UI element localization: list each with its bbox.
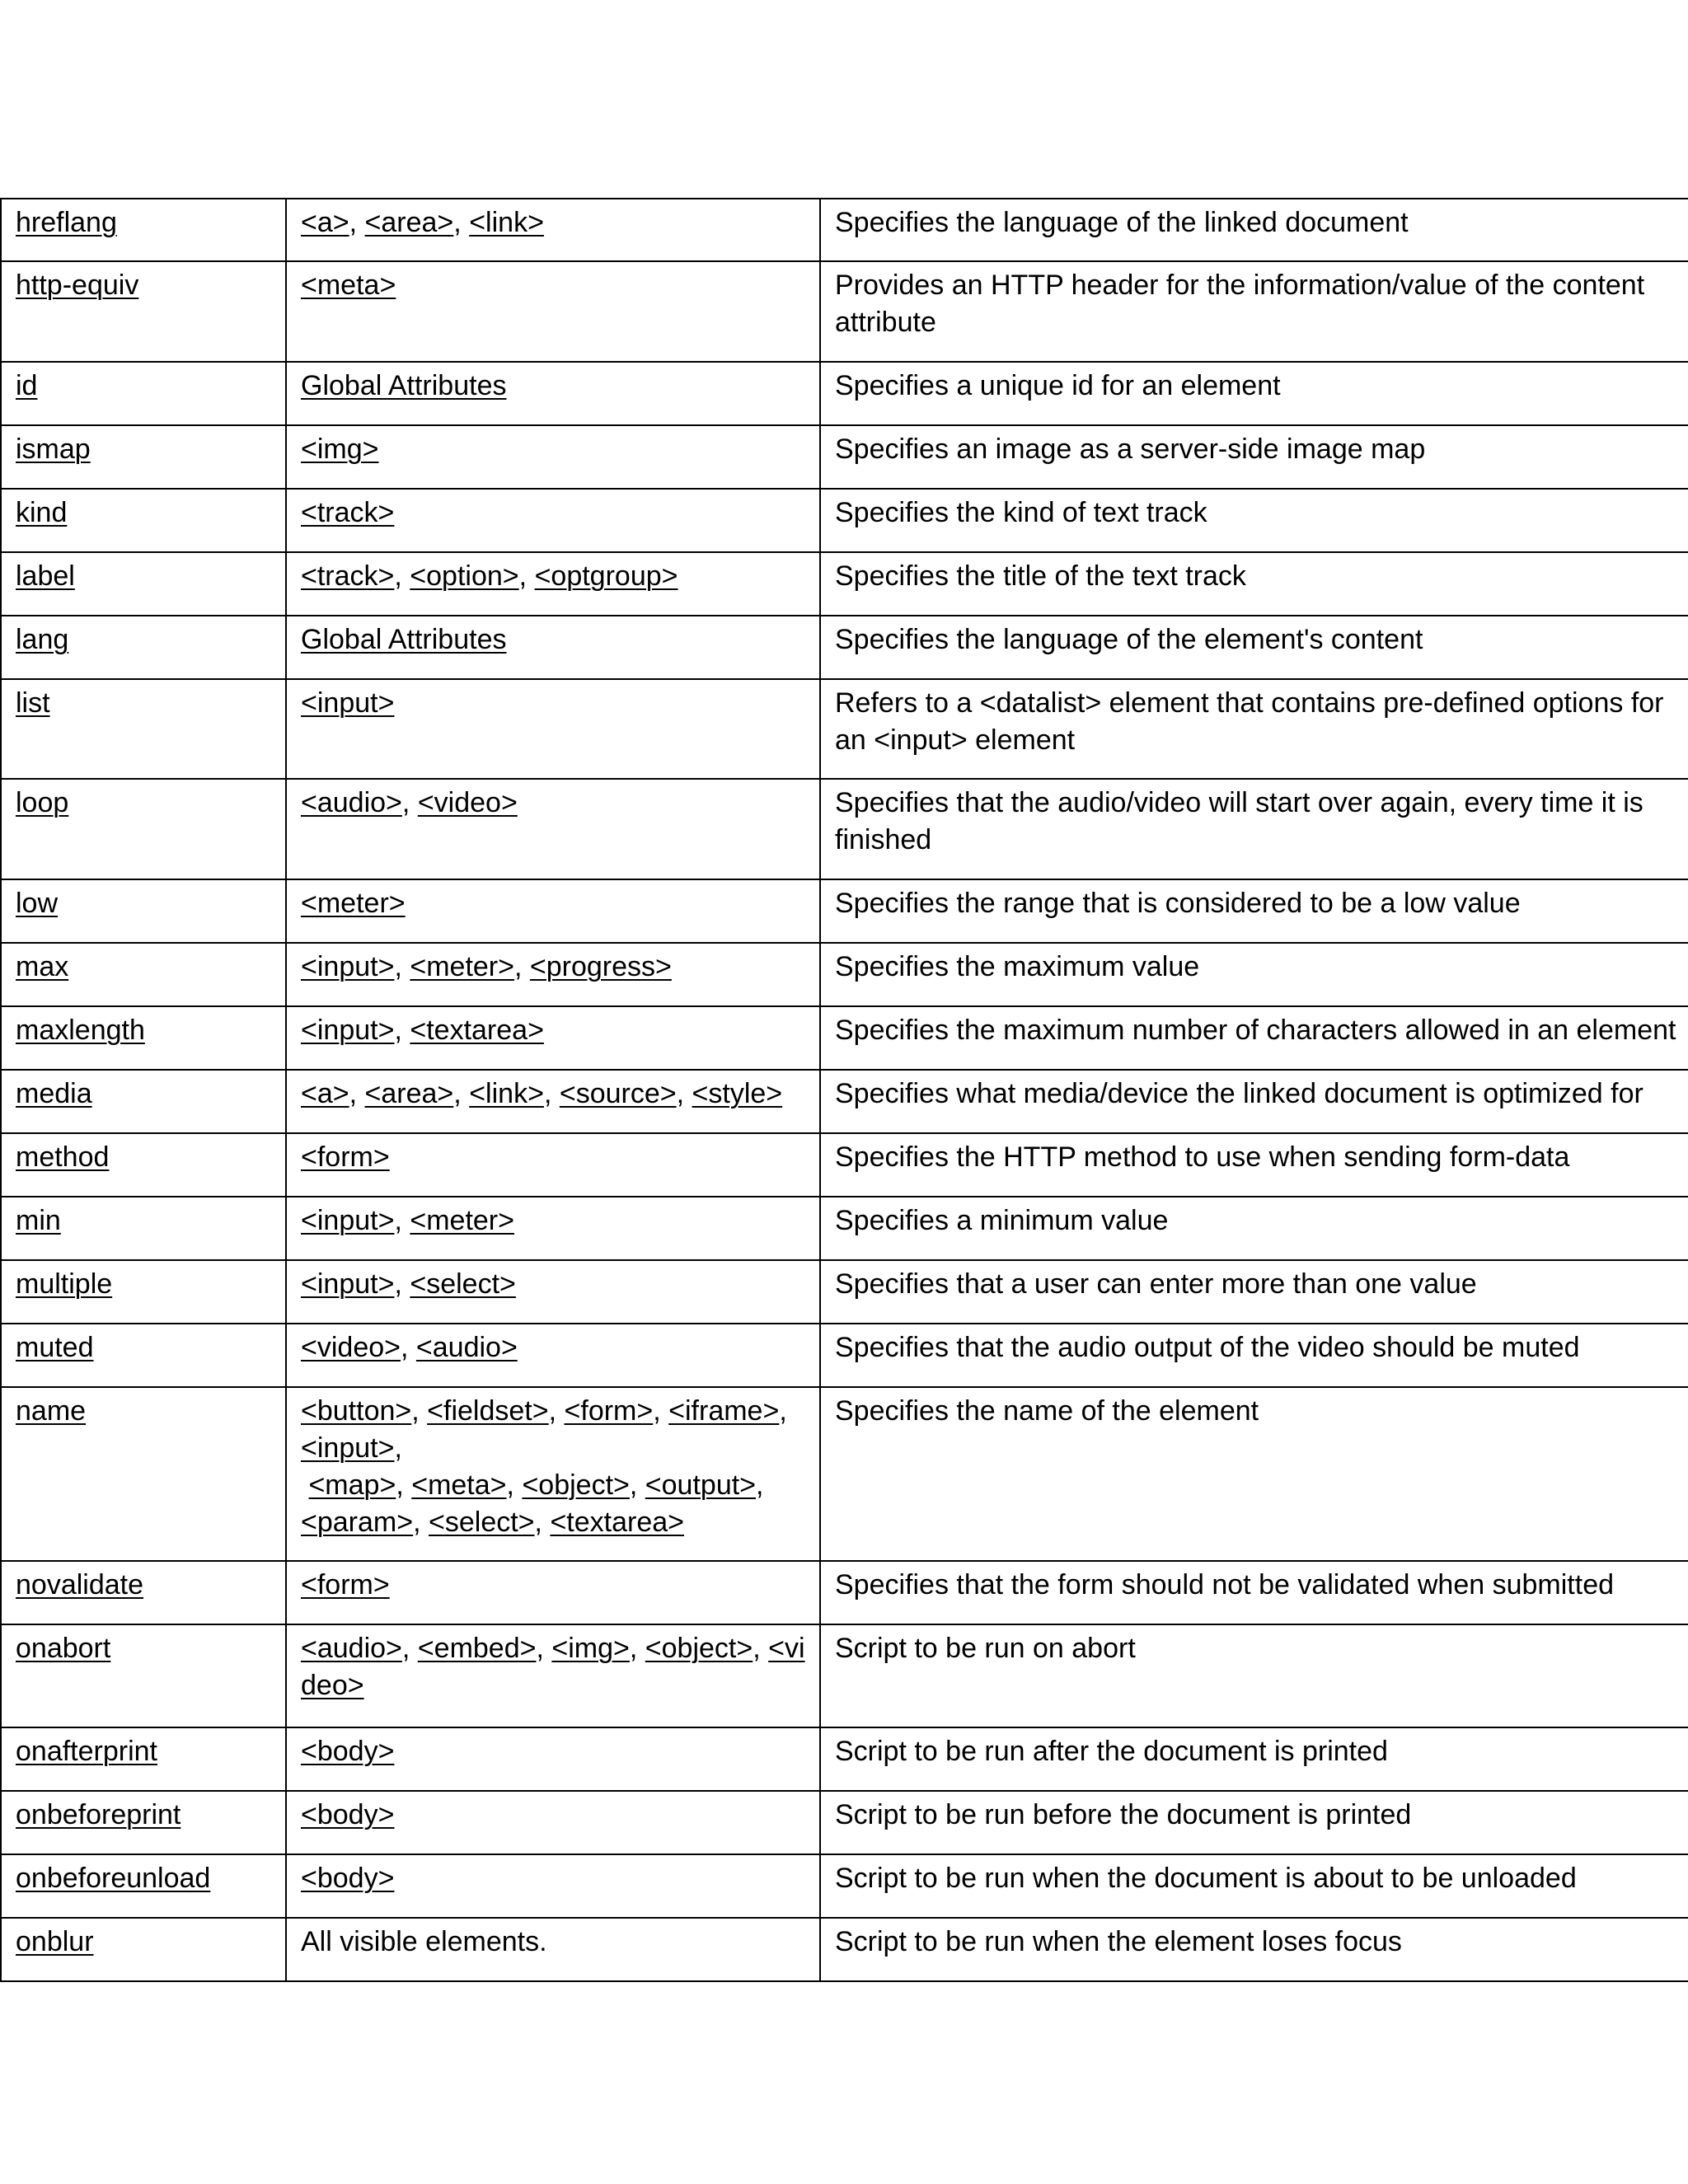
element-link[interactable]: <textarea>: [550, 1507, 684, 1538]
element-text: ,: [453, 1078, 470, 1109]
element-link[interactable]: <input>: [301, 687, 395, 719]
element-text: ,: [396, 1469, 412, 1501]
table-row: [1, 779, 1688, 879]
element-link[interactable]: <area>: [364, 207, 454, 238]
element-link[interactable]: <link>: [469, 1078, 544, 1109]
element-text: ,: [394, 560, 410, 592]
description-cell: [820, 616, 1688, 679]
attribute-link[interactable]: novalidate: [16, 1569, 144, 1601]
table-row: [1, 879, 1688, 943]
elements-line: [301, 1329, 813, 1366]
attribute-link[interactable]: low: [16, 888, 59, 919]
elements-cell: [286, 261, 820, 362]
elements-line: [301, 368, 813, 405]
element-text: ,: [753, 1633, 769, 1664]
table-row: [1, 1133, 1688, 1197]
element-link[interactable]: <input>: [301, 1205, 395, 1236]
description-text: Specifies the range that is considered to be a low value: [835, 888, 1521, 919]
element-link[interactable]: <textarea>: [410, 1015, 544, 1046]
description-cell: [820, 879, 1688, 943]
element-link[interactable]: <iframe>: [668, 1395, 780, 1427]
elements-line: [301, 1797, 813, 1834]
description-cell: [820, 1006, 1688, 1070]
attribute-cell: [1, 616, 286, 679]
elements-line: [301, 1860, 813, 1897]
attribute-cell: [1, 1006, 286, 1070]
description-cell: [820, 1854, 1688, 1918]
element-text: All visible elements.: [301, 1926, 547, 1957]
table-body: [1, 199, 1688, 1981]
attribute-link[interactable]: id: [16, 370, 38, 401]
table-row: [1, 1324, 1688, 1387]
attribute-link[interactable]: onblur: [16, 1926, 94, 1957]
description-cell: [820, 1070, 1688, 1133]
element-link[interactable]: <meter>: [410, 1205, 514, 1236]
description-text: Specifies what media/device the linked document is optimized for: [835, 1078, 1643, 1109]
attribute-cell: [1, 1727, 286, 1791]
element-text: ,: [349, 1078, 365, 1109]
element-text: ,: [413, 1507, 429, 1538]
table-row: [1, 1918, 1688, 1981]
elements-line: [301, 949, 813, 986]
attribute-link[interactable]: name: [16, 1395, 87, 1427]
element-text: ,: [401, 787, 418, 818]
elements-line: [301, 1733, 813, 1770]
description-text: Specifies the language of the element's content: [835, 624, 1423, 655]
element-link[interactable]: <video>: [301, 1332, 401, 1363]
attribute-cell: [1, 1197, 286, 1260]
elements-line: [301, 1630, 813, 1667]
element-link[interactable]: <param>: [301, 1507, 414, 1538]
description-text: Specifies a unique id for an element: [835, 370, 1281, 401]
elements-line: [301, 431, 813, 468]
element-link[interactable]: <video>: [417, 787, 518, 818]
attribute-link[interactable]: onbeforeprint: [16, 1799, 181, 1830]
table-row: [1, 425, 1688, 489]
element-link[interactable]: <track>: [301, 497, 395, 528]
element-link[interactable]: Global Attributes: [301, 370, 507, 401]
elements-cell: [286, 1727, 820, 1791]
elements-line: [301, 204, 813, 241]
elements-line: [301, 1076, 813, 1113]
description-text: Script to be run after the document is printed: [835, 1736, 1388, 1767]
description-cell: [820, 1918, 1688, 1981]
table-row: [1, 261, 1688, 362]
element-text: ,: [394, 1268, 410, 1300]
description-cell: [820, 552, 1688, 616]
attribute-cell: [1, 1854, 286, 1918]
description-text: Specifies the title of the text track: [835, 560, 1246, 592]
description-text: Specifies the maximum value: [835, 951, 1200, 982]
elements-cell: [286, 1387, 820, 1561]
table-row: [1, 489, 1688, 552]
description-text: Specifies the kind of text track: [835, 497, 1207, 528]
element-link[interactable]: <meter>: [301, 888, 406, 919]
attribute-link[interactable]: lang: [16, 624, 69, 655]
table-row: [1, 1070, 1688, 1133]
elements-line: [301, 1467, 813, 1504]
element-link[interactable]: <form>: [301, 1141, 390, 1173]
element-link[interactable]: <audio>: [415, 1332, 518, 1363]
element-text: ,: [506, 1469, 523, 1501]
element-text: ,: [534, 1507, 551, 1538]
table-row: [1, 1727, 1688, 1791]
attribute-cell: [1, 1624, 286, 1727]
element-text: ,: [394, 951, 410, 982]
element-text: ,: [779, 1395, 787, 1427]
table-row: [1, 1561, 1688, 1624]
table-row: [1, 1791, 1688, 1854]
attribute-link[interactable]: http-equiv: [16, 269, 139, 301]
element-link[interactable]: <audio>: [301, 1633, 402, 1664]
elements-cell: [286, 1561, 820, 1624]
elements-cell: [286, 879, 820, 943]
elements-line: [301, 621, 813, 658]
element-text: ,: [629, 1469, 645, 1501]
element-link[interactable]: <form>: [564, 1395, 654, 1427]
element-link[interactable]: <img>: [301, 434, 379, 465]
description-text: Provides an HTTP header for the information/value of the content attribute: [835, 269, 1645, 338]
description-cell: [820, 425, 1688, 489]
element-link[interactable]: <track>: [301, 560, 395, 592]
elements-line: [301, 267, 813, 304]
element-link[interactable]: <fieldset>: [427, 1395, 549, 1427]
description-text: Specifies the HTTP method to use when sending form-data: [835, 1141, 1570, 1173]
attribute-cell: [1, 261, 286, 362]
element-text: ,: [349, 207, 365, 238]
table-row: [1, 362, 1688, 425]
description-text: Specifies that the audio/video will start over again, every time it is finished: [835, 787, 1643, 855]
attribute-cell: [1, 679, 286, 779]
elements-cell: [286, 1854, 820, 1918]
elements-line: [301, 1430, 813, 1467]
elements-line: [301, 494, 813, 532]
description-cell: [820, 1197, 1688, 1260]
elements-line: [301, 1393, 813, 1430]
element-text: ,: [543, 1078, 560, 1109]
description-text: Specifies the language of the linked document: [835, 207, 1409, 238]
elements-line: [301, 685, 813, 722]
attribute-link[interactable]: list: [16, 687, 50, 719]
description-cell: [820, 943, 1688, 1006]
attribute-cell: [1, 1260, 286, 1324]
attribute-link[interactable]: hreflang: [16, 207, 117, 238]
attribute-link[interactable]: onbeforeunload: [16, 1863, 211, 1894]
element-text: ,: [394, 1205, 410, 1236]
description-cell: [820, 1133, 1688, 1197]
table-row: [1, 943, 1688, 1006]
element-link[interactable]: <vi: [768, 1633, 805, 1664]
element-link[interactable]: <form>: [301, 1569, 390, 1601]
element-link[interactable]: <progress>: [529, 951, 672, 982]
table-row: [1, 616, 1688, 679]
table-row: [1, 1854, 1688, 1918]
table-row: [1, 552, 1688, 616]
description-text: Specifies the maximum number of characters allowed in an element: [835, 1015, 1676, 1046]
element-link[interactable]: <source>: [559, 1078, 677, 1109]
elements-line: [301, 785, 813, 822]
attribute-cell: [1, 1561, 286, 1624]
element-link[interactable]: Global Attributes: [301, 624, 507, 655]
element-text: ,: [756, 1469, 764, 1501]
description-cell: [820, 199, 1688, 261]
elements-cell: [286, 1197, 820, 1260]
element-link[interactable]: <option>: [410, 560, 519, 592]
elements-cell: [286, 489, 820, 552]
attribute-link[interactable]: onabort: [16, 1633, 111, 1664]
attribute-cell: [1, 362, 286, 425]
element-text: ,: [536, 1633, 552, 1664]
element-link[interactable]: <input>: [301, 1015, 395, 1046]
element-link[interactable]: <input>: [301, 951, 395, 982]
elements-line: [301, 1567, 813, 1604]
element-link[interactable]: <body>: [301, 1863, 395, 1894]
element-link[interactable]: <area>: [364, 1078, 454, 1109]
elements-line: [301, 1504, 813, 1541]
description-cell: [820, 1624, 1688, 1727]
attribute-link[interactable]: label: [16, 560, 75, 592]
element-link[interactable]: <input>: [301, 1432, 395, 1464]
elements-cell: [286, 679, 820, 779]
description-text: Script to be run before the document is printed: [835, 1799, 1412, 1830]
attribute-cell: [1, 1133, 286, 1197]
attribute-cell: [1, 879, 286, 943]
attribute-link[interactable]: muted: [16, 1332, 94, 1363]
element-link[interactable]: <output>: [645, 1469, 757, 1501]
element-link[interactable]: <audio>: [301, 787, 402, 818]
description-text: Specifies a minimum value: [835, 1205, 1169, 1236]
description-cell: [820, 489, 1688, 552]
elements-line: [301, 1202, 813, 1240]
element-link[interactable]: deo>: [301, 1670, 364, 1701]
attribute-cell: [1, 1070, 286, 1133]
attribute-link[interactable]: multiple: [16, 1268, 113, 1300]
description-cell: [820, 362, 1688, 425]
elements-cell: [286, 779, 820, 879]
element-text: ,: [548, 1395, 565, 1427]
attribute-reference-table: [0, 198, 1688, 1982]
attribute-link[interactable]: maxlength: [16, 1015, 145, 1046]
elements-cell: [286, 199, 820, 261]
description-text: Refers to a <datalist> element that contains pre-defined options for an <input> element: [835, 687, 1664, 756]
element-link[interactable]: <optgroup>: [534, 560, 678, 592]
attribute-cell: [1, 489, 286, 552]
element-link[interactable]: <meta>: [301, 269, 396, 301]
elements-cell: [286, 1006, 820, 1070]
attribute-link[interactable]: min: [16, 1205, 61, 1236]
elements-line: [301, 1012, 813, 1049]
attribute-link[interactable]: max: [16, 951, 69, 982]
element-link[interactable]: <object>: [645, 1633, 753, 1664]
element-link[interactable]: <img>: [551, 1633, 630, 1664]
description-cell: [820, 1727, 1688, 1791]
element-text: ,: [401, 1332, 416, 1363]
element-link[interactable]: <meta>: [411, 1469, 507, 1501]
description-text: Specifies that a user can enter more than one value: [835, 1268, 1477, 1300]
elements-cell: [286, 362, 820, 425]
elements-cell: [286, 616, 820, 679]
element-link[interactable]: <map>: [308, 1469, 396, 1501]
elements-cell: [286, 1624, 820, 1727]
elements-line: [301, 1667, 813, 1704]
element-text: ,: [401, 1633, 418, 1664]
element-link[interactable]: <meter>: [410, 951, 514, 982]
element-link[interactable]: <embed>: [417, 1633, 537, 1664]
element-text: ,: [394, 1432, 402, 1464]
element-link[interactable]: <select>: [429, 1507, 535, 1538]
description-cell: [820, 679, 1688, 779]
elements-cell: [286, 943, 820, 1006]
elements-cell: [286, 1791, 820, 1854]
attribute-cell: [1, 1918, 286, 1981]
elements-cell: [286, 1070, 820, 1133]
element-text: ,: [411, 1395, 428, 1427]
attribute-link[interactable]: onafterprint: [16, 1736, 157, 1767]
element-link[interactable]: <object>: [522, 1469, 630, 1501]
element-link[interactable]: <link>: [469, 207, 544, 238]
elements-cell: [286, 1133, 820, 1197]
attribute-cell: [1, 199, 286, 261]
table-row: [1, 1197, 1688, 1260]
element-link[interactable]: <a>: [301, 1078, 349, 1109]
element-text: ,: [513, 951, 530, 982]
table-row: [1, 1624, 1688, 1727]
element-link[interactable]: <input>: [301, 1268, 395, 1300]
attribute-cell: [1, 1324, 286, 1387]
element-link[interactable]: <body>: [301, 1799, 395, 1830]
element-link[interactable]: <a>: [301, 207, 349, 238]
element-link[interactable]: <body>: [301, 1736, 395, 1767]
description-cell: [820, 261, 1688, 362]
description-cell: [820, 779, 1688, 879]
attribute-link[interactable]: loop: [16, 787, 69, 818]
description-cell: [820, 1387, 1688, 1561]
elements-line: [301, 1266, 813, 1303]
elements-line: [301, 1924, 813, 1961]
element-text: ,: [394, 1015, 410, 1046]
attribute-cell: [1, 425, 286, 489]
attribute-link[interactable]: ismap: [16, 434, 91, 465]
element-text: ,: [453, 207, 470, 238]
elements-cell: [286, 425, 820, 489]
description-text: Script to be run when the document is about to be unloaded: [835, 1863, 1577, 1894]
description-cell: [820, 1324, 1688, 1387]
elements-line: [301, 558, 813, 595]
attribute-cell: [1, 779, 286, 879]
elements-cell: [286, 552, 820, 616]
attribute-cell: [1, 552, 286, 616]
element-link[interactable]: <select>: [410, 1268, 516, 1300]
attribute-cell: [1, 1791, 286, 1854]
element-text: ,: [629, 1633, 645, 1664]
description-text: Specifies that the form should not be validated when submitted: [835, 1569, 1615, 1601]
elements-line: [301, 1139, 813, 1176]
description-cell: [820, 1260, 1688, 1324]
table-row: [1, 679, 1688, 779]
element-text: ,: [676, 1078, 692, 1109]
description-text: Script to be run when the element loses focus: [835, 1926, 1402, 1957]
attribute-link[interactable]: method: [16, 1141, 110, 1173]
table-row: [1, 1260, 1688, 1324]
description-cell: [820, 1561, 1688, 1624]
elements-cell: [286, 1324, 820, 1387]
description-text: Specifies the name of the element: [835, 1395, 1259, 1427]
table-row: [1, 1387, 1688, 1561]
element-link[interactable]: <style>: [692, 1078, 783, 1109]
description-cell: [820, 1791, 1688, 1854]
element-link[interactable]: <button>: [301, 1395, 412, 1427]
elements-cell: [286, 1260, 820, 1324]
element-text: ,: [518, 560, 535, 592]
description-text: Specifies that the audio output of the video should be muted: [835, 1332, 1580, 1363]
attribute-cell: [1, 943, 286, 1006]
elements-cell: [286, 1918, 820, 1981]
attribute-cell: [1, 1387, 286, 1561]
description-text: Specifies an image as a server-side image map: [835, 434, 1426, 465]
attribute-link[interactable]: kind: [16, 497, 68, 528]
description-text: Script to be run on abort: [835, 1633, 1136, 1664]
attribute-link[interactable]: media: [16, 1078, 92, 1109]
table-row: [1, 199, 1688, 261]
elements-line: [301, 885, 813, 922]
table-row: [1, 1006, 1688, 1070]
element-text: ,: [653, 1395, 669, 1427]
